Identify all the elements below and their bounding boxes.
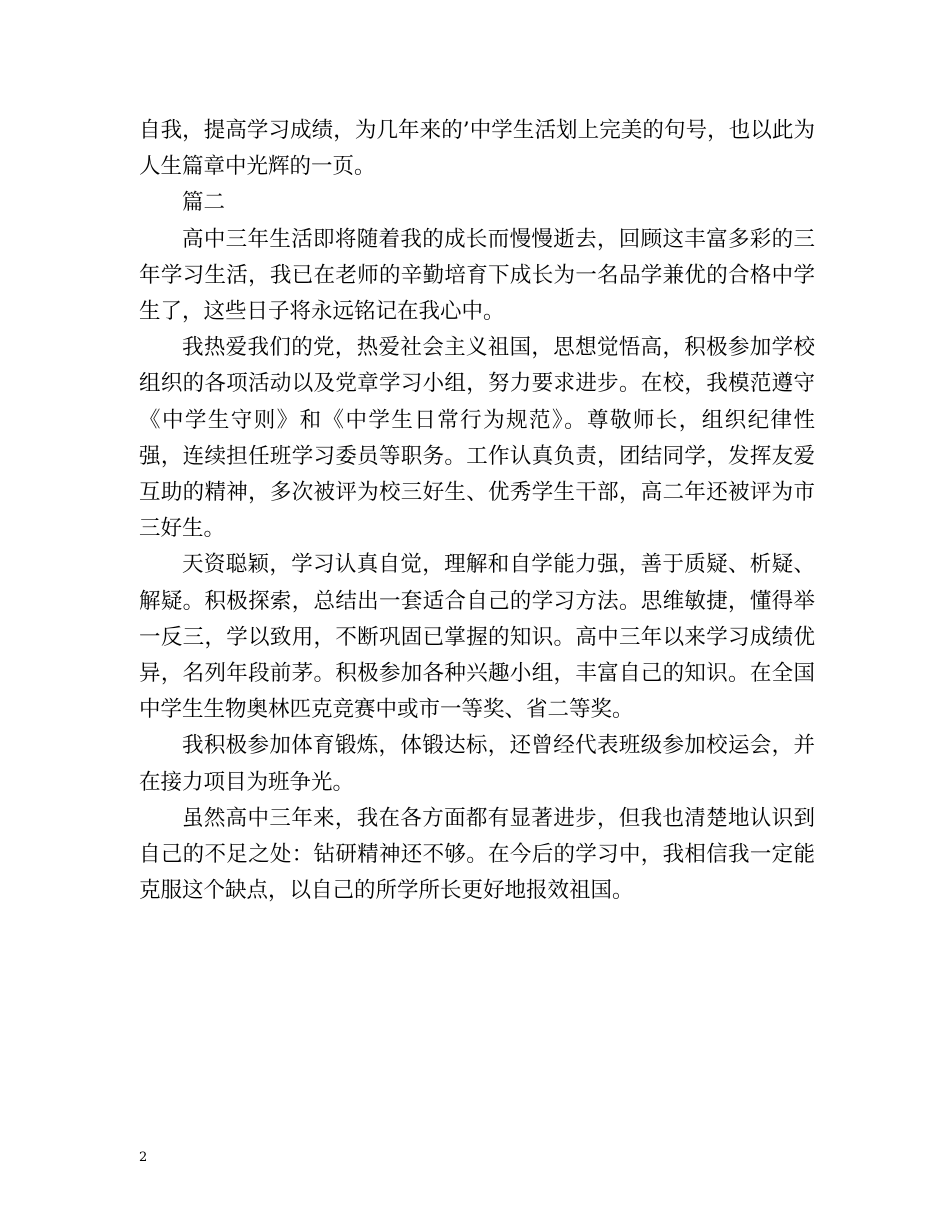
document-body bbox=[139, 113, 815, 909]
paragraph: 虽然高中三年来，我在各方面都有显著进步，但我也清楚地认识到自己的不足之处：钻研精神还不够。在今后的学习中，我相信我一定能克服这个缺点，以自己的所学所长更好地报效祖国。 bbox=[139, 805, 815, 904]
paragraph: 高中三年生活即将随着我的成长而慢慢逝去，回顾这丰富多彩的三年学习生活，我已在老师的辛勤培育下成长为一名品学兼优的合格中学生了，这些日子将永远铭记在我心中。 bbox=[139, 226, 815, 325]
paragraph: 我热爱我们的党，热爱社会主义祖国，思想觉悟高，积极参加学校组织的各项活动以及党章学习小组，努力要求进步。在校，我模范遵守《中学生守则》和《中学生日常行为规范》。尊敬师长，组织纪律性强，连续担任班学习委员等职务。工作认真负责，团结同学，发挥友爱互助的精神，多次被评为校三好生、优秀学生干部，高二年还被评为市三好生。 bbox=[139, 335, 815, 542]
paragraph-continuation: 自我，提高学习成绩，为几年来的’中学生活划上完美的句号，也以此为人生篇章中光辉的一页。 bbox=[139, 118, 815, 180]
section-heading: 篇二 bbox=[182, 190, 226, 216]
paragraph: 我积极参加体育锻炼，体锻达标，还曾经代表班级参加校运会，并在接力项目为班争光。 bbox=[139, 733, 815, 795]
paragraph: 天资聪颖，学习认真自觉，理解和自学能力强，善于质疑、析疑、解疑。积极探索，总结出一套适合自己的学习方法。思维敏捷，懂得举一反三，学以致用，不断巩固已掌握的知识。高中三年以来学习成绩优异，名列年段前茅。积极参加各种兴趣小组，丰富自己的知识。在全国中学生生物奥林匹克竞赛中或市一等奖、省二等奖。 bbox=[139, 552, 815, 723]
page-number: 2 bbox=[139, 1150, 148, 1165]
